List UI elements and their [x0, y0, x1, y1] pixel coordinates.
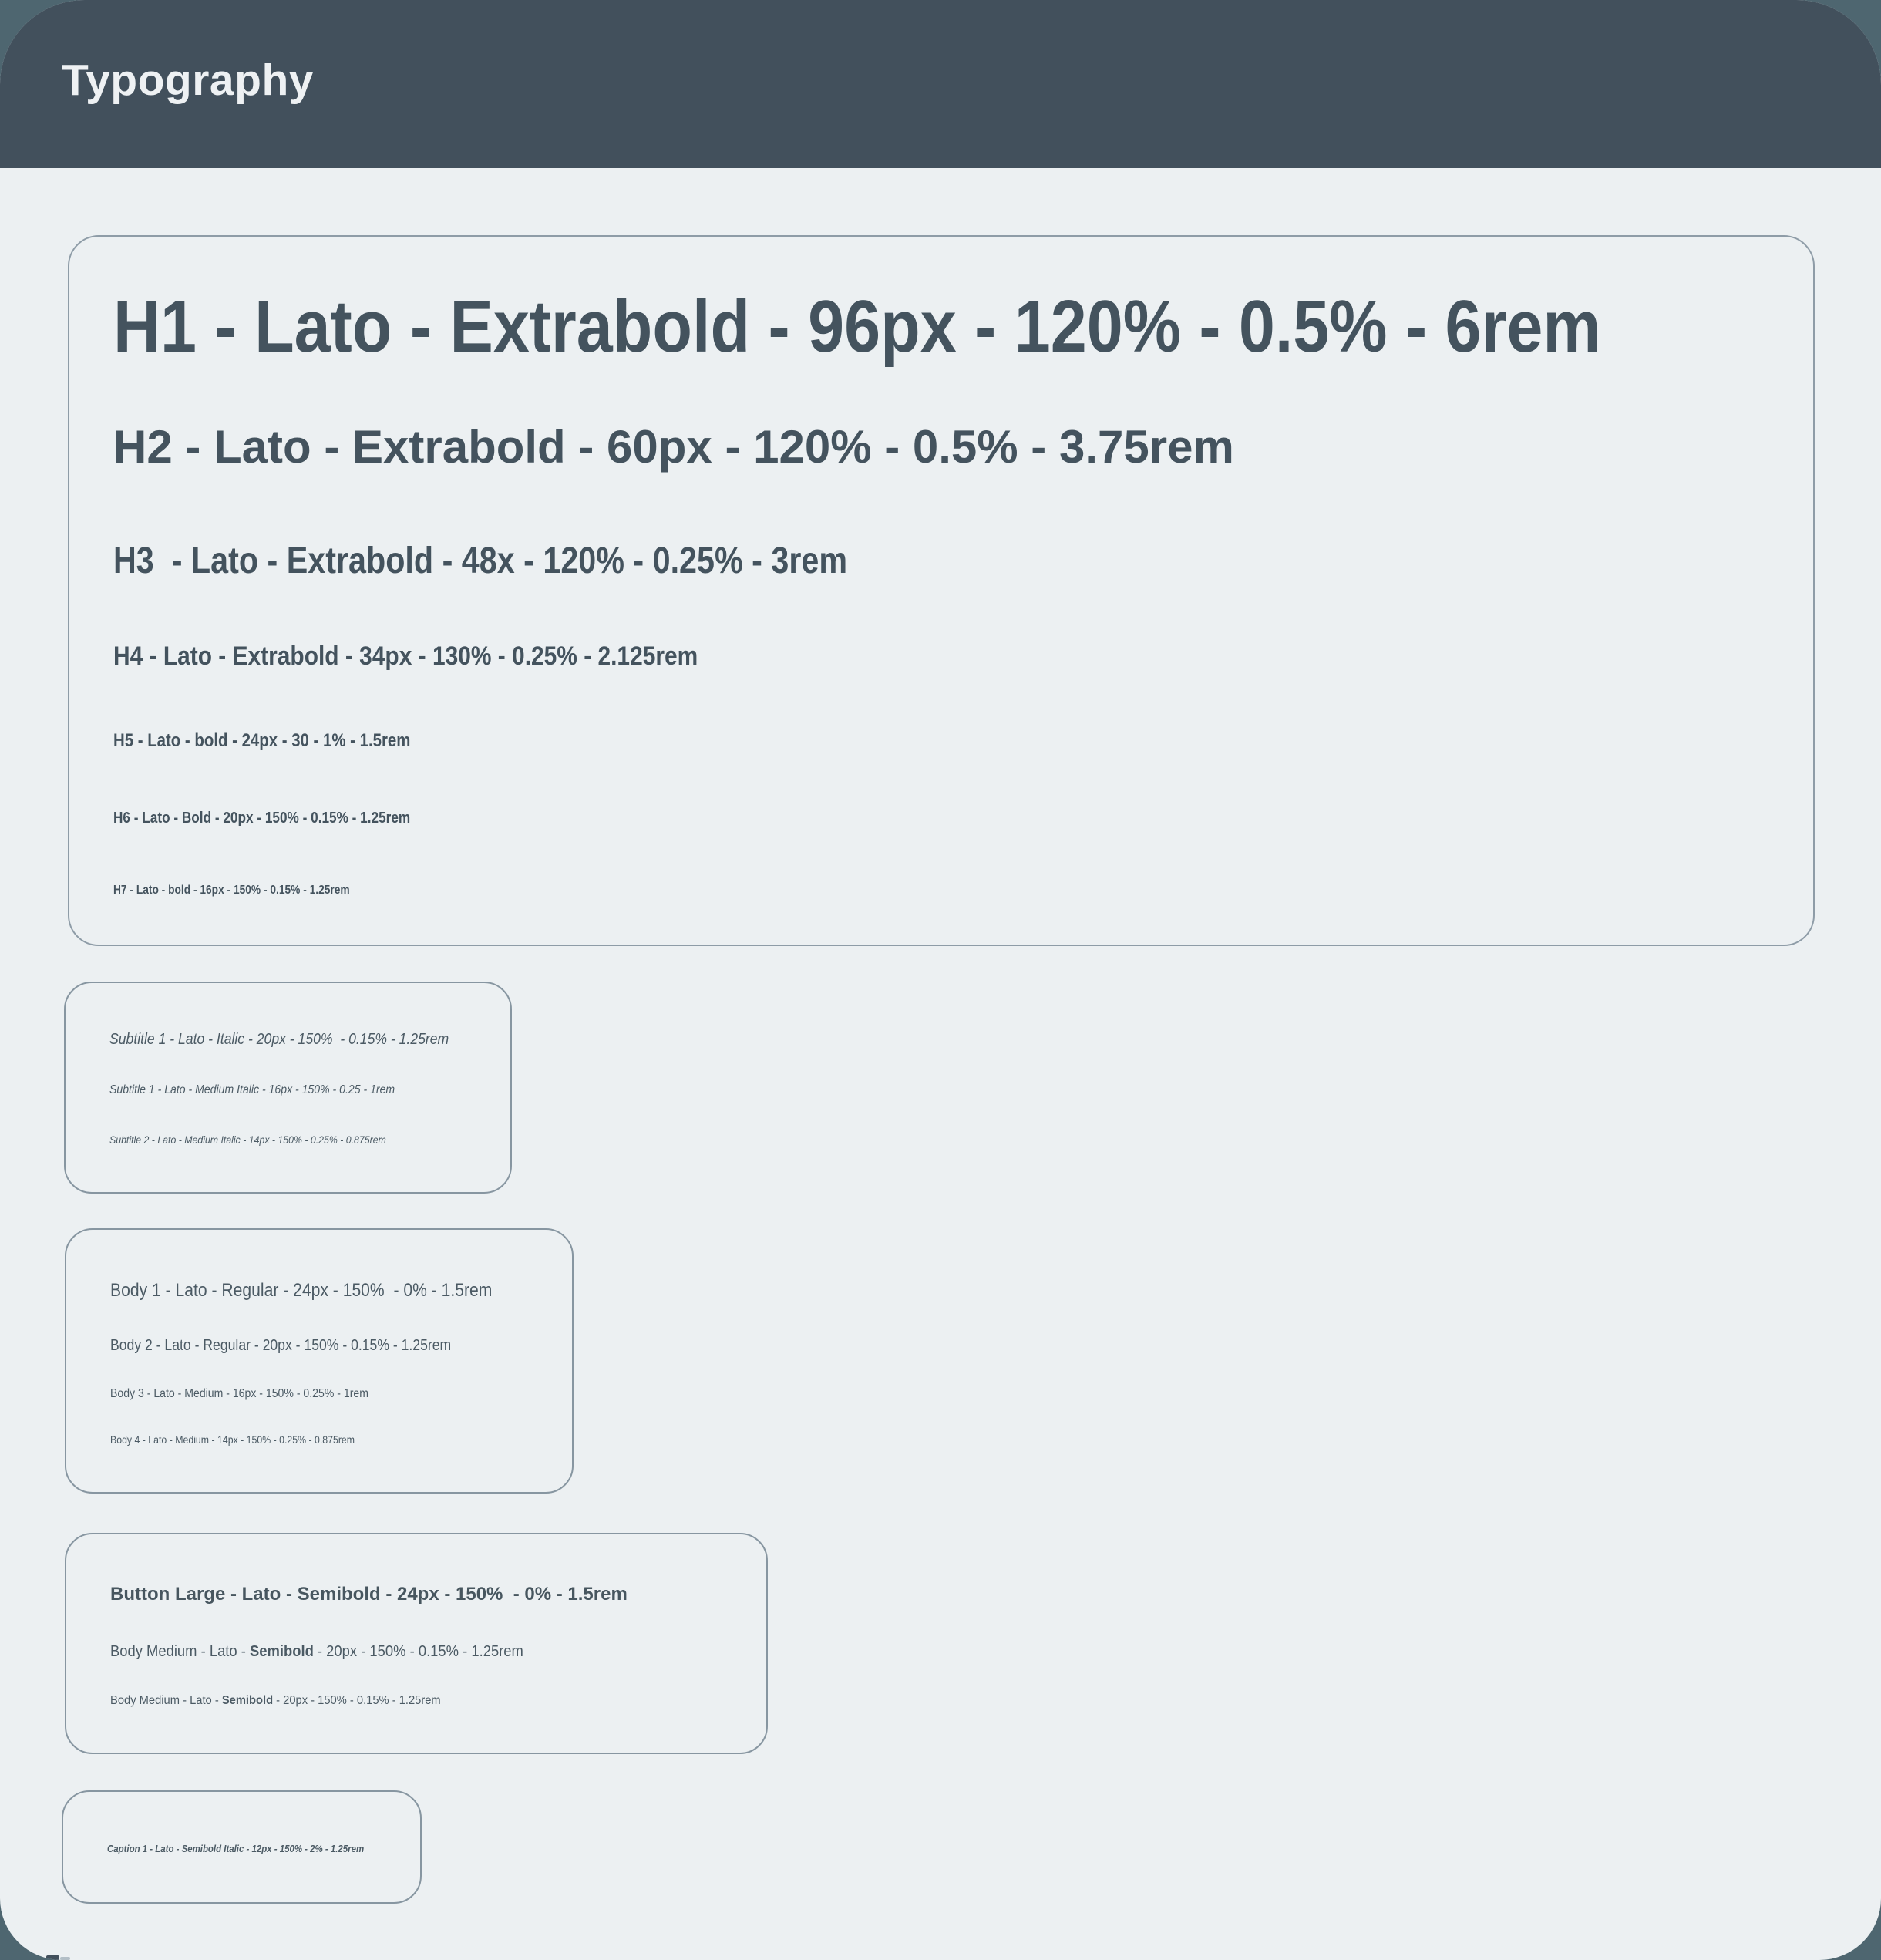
spec-bold-word: Semibold: [250, 1643, 314, 1660]
caption-card: [62, 1790, 422, 1904]
body4-spec: Body 4 - Lato - Medium - 14px - 150% - 0.25% - 0.875rem: [110, 1433, 355, 1446]
spec-text: - 20px - 150% - 0.15% - 1.25rem: [273, 1694, 441, 1707]
body-medium-small-spec: [110, 1694, 441, 1709]
body-card: [65, 1228, 574, 1494]
spec-text: Body Medium - Lato -: [110, 1694, 222, 1707]
subtitle2-spec: Subtitle 2 - Lato - Medium Italic - 14px - 150% - 0.25% - 0.875rem: [109, 1133, 386, 1146]
body3-spec: Body 3 - Lato - Medium - 16px - 150% - 0.25% - 1rem: [110, 1387, 368, 1400]
page-title: Typography: [62, 56, 314, 105]
h1-spec: H1 - Lato - Extrabold - 96px - 120% - 0.5% - 6rem: [113, 285, 1601, 368]
cutoff-element-dark: [46, 1955, 59, 1960]
buttons-card: [65, 1533, 768, 1754]
app-header: [0, 0, 1881, 168]
spec-text: - 20px - 150% - 0.15% - 1.25rem: [313, 1643, 523, 1660]
body1-spec: Body 1 - Lato - Regular - 24px - 150% - 0% - 1.5rem: [110, 1280, 493, 1301]
h3-spec: H3 - Lato - Extrabold - 48x - 120% - 0.25% - 3rem: [113, 541, 848, 581]
subtitle1-medium-spec: Subtitle 1 - Lato - Medium Italic - 16px - 150% - 0.25 - 1rem: [109, 1083, 395, 1096]
h7-spec: H7 - Lato - bold - 16px - 150% - 0.15% - 1.25rem: [113, 884, 350, 897]
body2-spec: Body 2 - Lato - Regular - 20px - 150% - 0.15% - 1.25rem: [110, 1337, 452, 1354]
h4-spec: H4 - Lato - Extrabold - 34px - 130% - 0.25% - 2.125rem: [113, 642, 698, 671]
caption1-spec: Caption 1 - Lato - Semibold Italic - 12px - 150% - 2% - 1.25rem: [107, 1843, 365, 1854]
body-medium-spec: [110, 1643, 523, 1662]
cutoff-element-light: [60, 1957, 70, 1960]
h6-spec: H6 - Lato - Bold - 20px - 150% - 0.15% - 1.25rem: [113, 810, 411, 827]
headings-card: [68, 235, 1815, 946]
h2-spec: H2 - Lato - Extrabold - 60px - 120% - 0.5% - 3.75rem: [113, 421, 1234, 473]
subtitle1-spec: Subtitle 1 - Lato - Italic - 20px - 150% - 0.15% - 1.25rem: [109, 1031, 449, 1048]
subtitles-card: [64, 982, 512, 1194]
h5-spec: H5 - Lato - bold - 24px - 30 - 1% - 1.5rem: [113, 730, 411, 751]
spec-text: Body Medium - Lato -: [110, 1643, 251, 1660]
spec-bold-word: Semibold: [221, 1694, 274, 1707]
button-large-spec: Button Large - Lato - Semibold - 24px - 150% - 0% - 1.5rem: [110, 1584, 628, 1605]
